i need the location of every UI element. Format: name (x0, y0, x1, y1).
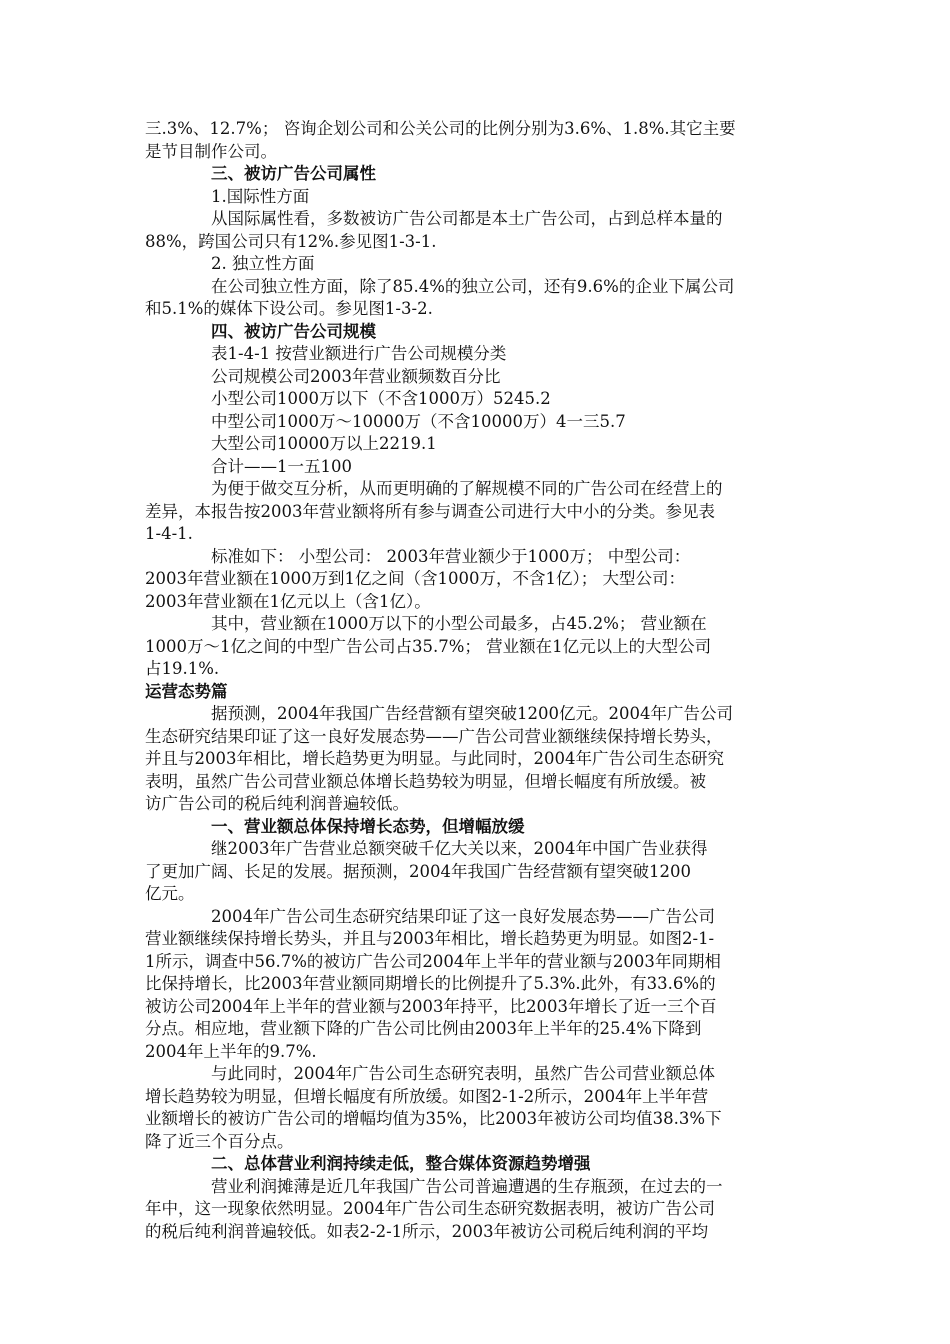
text-line: 合计——1一五100 (211, 456, 352, 476)
text-line: 2003年营业额在1亿元以上（含1亿）。 (145, 591, 431, 611)
text-line: 和5.1%的媒体下设公司。参见图1-3-2. (145, 299, 433, 318)
text-line: 小型公司1000万以下（不含1000万）5245.2 (211, 389, 551, 408)
text-line: 大型公司10000万以上2219.1 (211, 434, 437, 453)
text-line: 2004年上半年的9.7%. (145, 1041, 317, 1061)
text-line: 业额增长的被访广告公司的增幅均值为35%，比2003年被访公司均值38.3%下 (145, 1109, 722, 1128)
text-line: 营业额继续保持增长势头，并且与2003年相比，增长趋势更为明显。如图2-1- (145, 929, 715, 948)
text-line: 被访公司2004年上半年的营业额与2003年持平，比2003年增长了近一三个百 (145, 996, 717, 1016)
document-page (145, 118, 810, 1243)
text-line: 分点。相应地，营业额下降的广告公司比例由2003年上半年的25.4%下降到 (145, 1019, 702, 1038)
text-line: 其中，营业额在1000万以下的小型公司最多，占45.2%； 营业额在 (211, 614, 707, 633)
text-line: 的税后纯利润普遍较低。如表2-2-1所示，2003年被访公司税后纯利润的平均 (145, 1221, 709, 1241)
text-line: 是节目制作公司。 (145, 141, 277, 161)
text-line: 了更加广阔、长足的发展。据预测，2004年我国广告经营额有望突破1200 (145, 861, 691, 881)
text-line: 公司规模公司2003年营业额频数百分比 (211, 366, 501, 386)
text-line: 占19.1%. (145, 659, 220, 678)
section-heading: 运营态势篇 (145, 681, 228, 701)
section-heading: 一、营业额总体保持增长态势，但增幅放缓 (211, 816, 525, 836)
text-line: 标准如下： 小型公司： 2003年营业额少于1000万； 中型公司： (211, 546, 691, 566)
text-line: 三.3%、12.7%； 咨询企划公司和公关公司的比例分别为3.6%、1.8%.其它主要 (145, 119, 736, 138)
text-line: 为便于做交互分析，从而更明确的了解规模不同的广告公司在经营上的 (211, 479, 723, 498)
text-line: 1.国际性方面 (211, 186, 310, 206)
text-line: 访广告公司的税后纯利润普遍较低。 (145, 794, 409, 813)
text-line: 2003年营业额在1000万到1亿之间（含1000万，不含1亿）； 大型公司： (145, 569, 685, 588)
text-line: 1所示，调查中56.7%的被访广告公司2004年上半年的营业额与2003年同期相 (145, 951, 721, 971)
text-line: 与此同时，2004年广告公司生态研究表明，虽然广告公司营业额总体 (211, 1064, 715, 1083)
text-line: 亿元。 (145, 884, 195, 903)
text-line: 差异，本报告按2003年营业额将所有参与调查公司进行大中小的分类。参见表 (145, 501, 715, 521)
text-line: 表1-4-1 按营业额进行广告公司规模分类 (211, 344, 507, 363)
section-heading: 四、被访广告公司规模 (211, 321, 376, 341)
text-line: 88%，跨国公司只有12%.参见图1-3-1. (145, 231, 437, 251)
text-line: 继2003年广告营业总额突破千亿大关以来，2004年中国广告业获得 (211, 839, 708, 858)
text-line: 并且与2003年相比，增长趋势更为明显。与此同时，2004年广告公司生态研究 (145, 749, 724, 768)
section-heading: 三、被访广告公司属性 (211, 164, 376, 183)
text-line: 2004年广告公司生态研究结果印证了这一良好发展态势——广告公司 (211, 906, 715, 926)
text-line: 中型公司1000万～10000万（不含10000万）4一三5.7 (211, 411, 626, 431)
text-line: 增长趋势较为明显，但增长幅度有所放缓。如图2-1-2所示，2004年上半年营 (145, 1086, 709, 1106)
text-line: 1-4-1. (145, 524, 193, 543)
text-line: 比保持增长，比2003年营业额同期增长的比例提升了5.3%.此外，有33.6%的 (145, 974, 716, 993)
text-line: 表明，虽然广告公司营业额总体增长趋势较为明显，但增长幅度有所放缓。被 (145, 771, 706, 791)
text-line: 1000万～1亿之间的中型广告公司占35.7%； 营业额在1亿元以上的大型公司 (145, 636, 712, 656)
text-line: 营业利润摊薄是近几年我国广告公司普遍遭遇的生存瓶颈，在过去的一 (211, 1176, 723, 1196)
section-heading: 二、总体营业利润持续走低，整合媒体资源趋势增强 (211, 1154, 591, 1173)
text-line: 据预测，2004年我国广告经营额有望突破1200亿元。2004年广告公司 (211, 704, 733, 723)
text-line: 2. 独立性方面 (211, 254, 315, 273)
text-line: 年中，这一现象依然明显。2004年广告公司生态研究数据表明，被访广告公司 (145, 1199, 715, 1218)
text-line: 降了近三个百分点。 (145, 1131, 294, 1151)
text-line: 生态研究结果印证了这一良好发展态势——广告公司营业额继续保持增长势头， (145, 726, 723, 746)
text-line: 从国际属性看，多数被访广告公司都是本土广告公司，占到总样本量的 (211, 209, 723, 228)
text-line: 在公司独立性方面，除了85.4%的独立公司，还有9.6%的企业下属公司 (211, 276, 735, 296)
